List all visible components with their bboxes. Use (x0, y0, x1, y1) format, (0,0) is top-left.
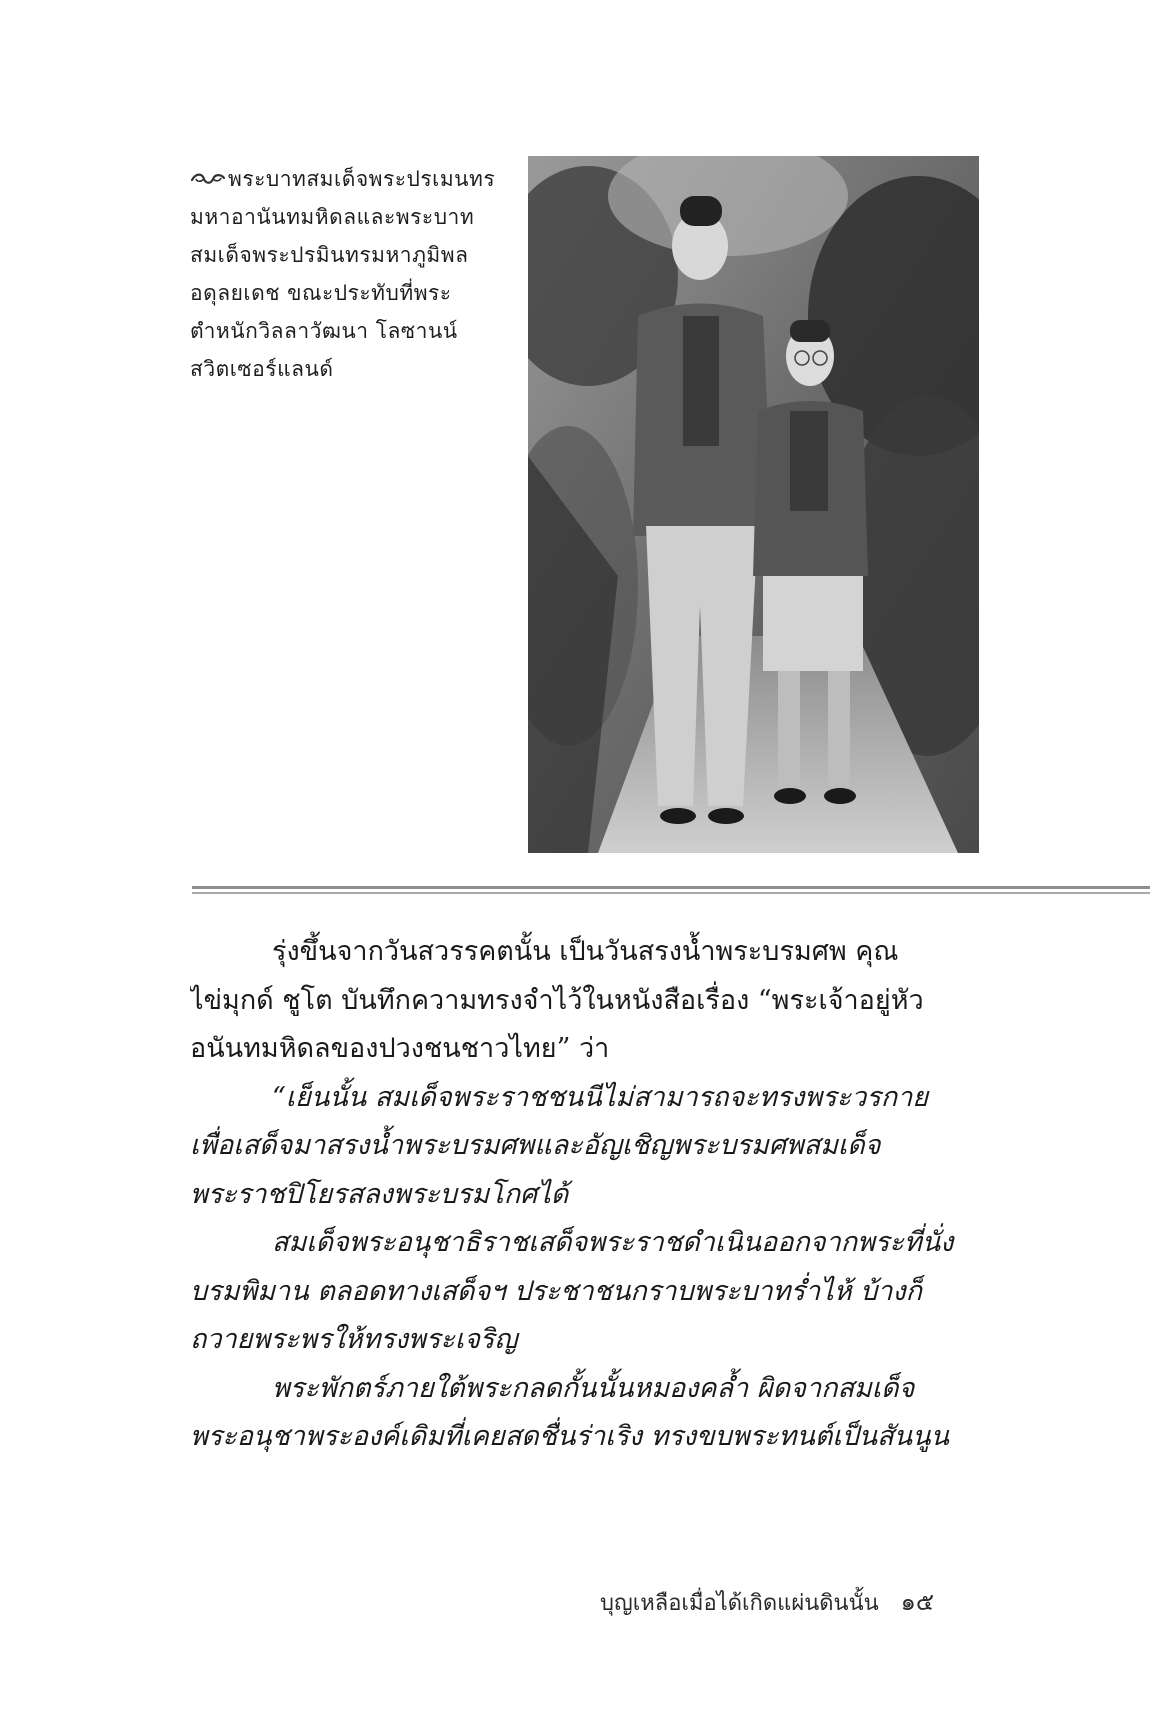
body-line-1: รุ่งขึ้นจากวันสวรรคตนั้น เป็นวันสรงน้ำพระบรมศพ คุณ (272, 936, 899, 967)
photo-two-boys (528, 156, 979, 853)
floral-scroll-icon (190, 170, 226, 188)
photo-two-boys-icon (528, 156, 979, 853)
caption-line-2: มหาอานันทมหิดลและพระบาท (190, 205, 475, 229)
book-title: บุญเหลือเมื่อได้เกิดแผ่นดินนั้น (600, 1591, 879, 1616)
divider-line-top (192, 886, 1150, 889)
quote-line-1: “เย็นนั้น สมเด็จพระราชชนนีไม่สามารถจะทรงพระวรกาย (272, 1081, 929, 1113)
quote-line-4: สมเด็จพระอนุชาธิราชเสด็จพระราชดำเนินออกจากพระที่นั่ง (272, 1227, 954, 1258)
body-line-2: ไข่มุกด์ ชูโต บันทึกความทรงจำไว้ในหนังสือเรื่อง “พระเจ้าอยู่หัว (190, 984, 924, 1016)
quote-line-5: บรมพิมาน ตลอดทางเสด็จฯ ประชาชนกราบพระบาทร่ำไห้ บ้างก็ (190, 1275, 922, 1307)
quote-line-3: พระราชปิโยรสลงพระบรมโกศได้ (190, 1178, 569, 1210)
caption-line-5: ตำหนักวิลลาวัฒนา โลซานน์ (190, 319, 458, 343)
caption-line-4: อดุลยเดช ขณะประทับที่พระ (190, 281, 452, 305)
quote-line-6: ถวายพระพรให้ทรงพระเจริญ (190, 1324, 518, 1355)
body-text (190, 928, 985, 1462)
body-line-3: อนันทมหิดลของปวงชนชาวไทย” ว่า (190, 1033, 610, 1064)
divider-line-bottom (192, 892, 1150, 894)
page-footer (600, 1582, 1020, 1621)
caption-line-3: สมเด็จพระปรมินทรมหาภูมิพล (190, 243, 469, 267)
page-number: ๑๕ (900, 1588, 935, 1616)
caption-line-1: พระบาทสมเด็จพระปรเมนทร (190, 160, 510, 198)
quote-line-8: พระอนุชาพระองค์เดิมที่เคยสดชื่นร่าเริง ทรงขบพระทนต์เป็นสันนูน (190, 1421, 949, 1452)
quote-line-7: พระพักตร์ภายใต้พระกลดกั้นนั้นหมองคล้ำ ผิดจากสมเด็จ (272, 1372, 915, 1404)
caption-line-6: สวิตเซอร์แลนด์ (190, 357, 334, 381)
quote-line-2: เพื่อเสด็จมาสรงน้ำพระบรมศพและอัญเชิญพระบรมศพสมเด็จ (190, 1130, 881, 1161)
photo-caption (190, 160, 510, 388)
